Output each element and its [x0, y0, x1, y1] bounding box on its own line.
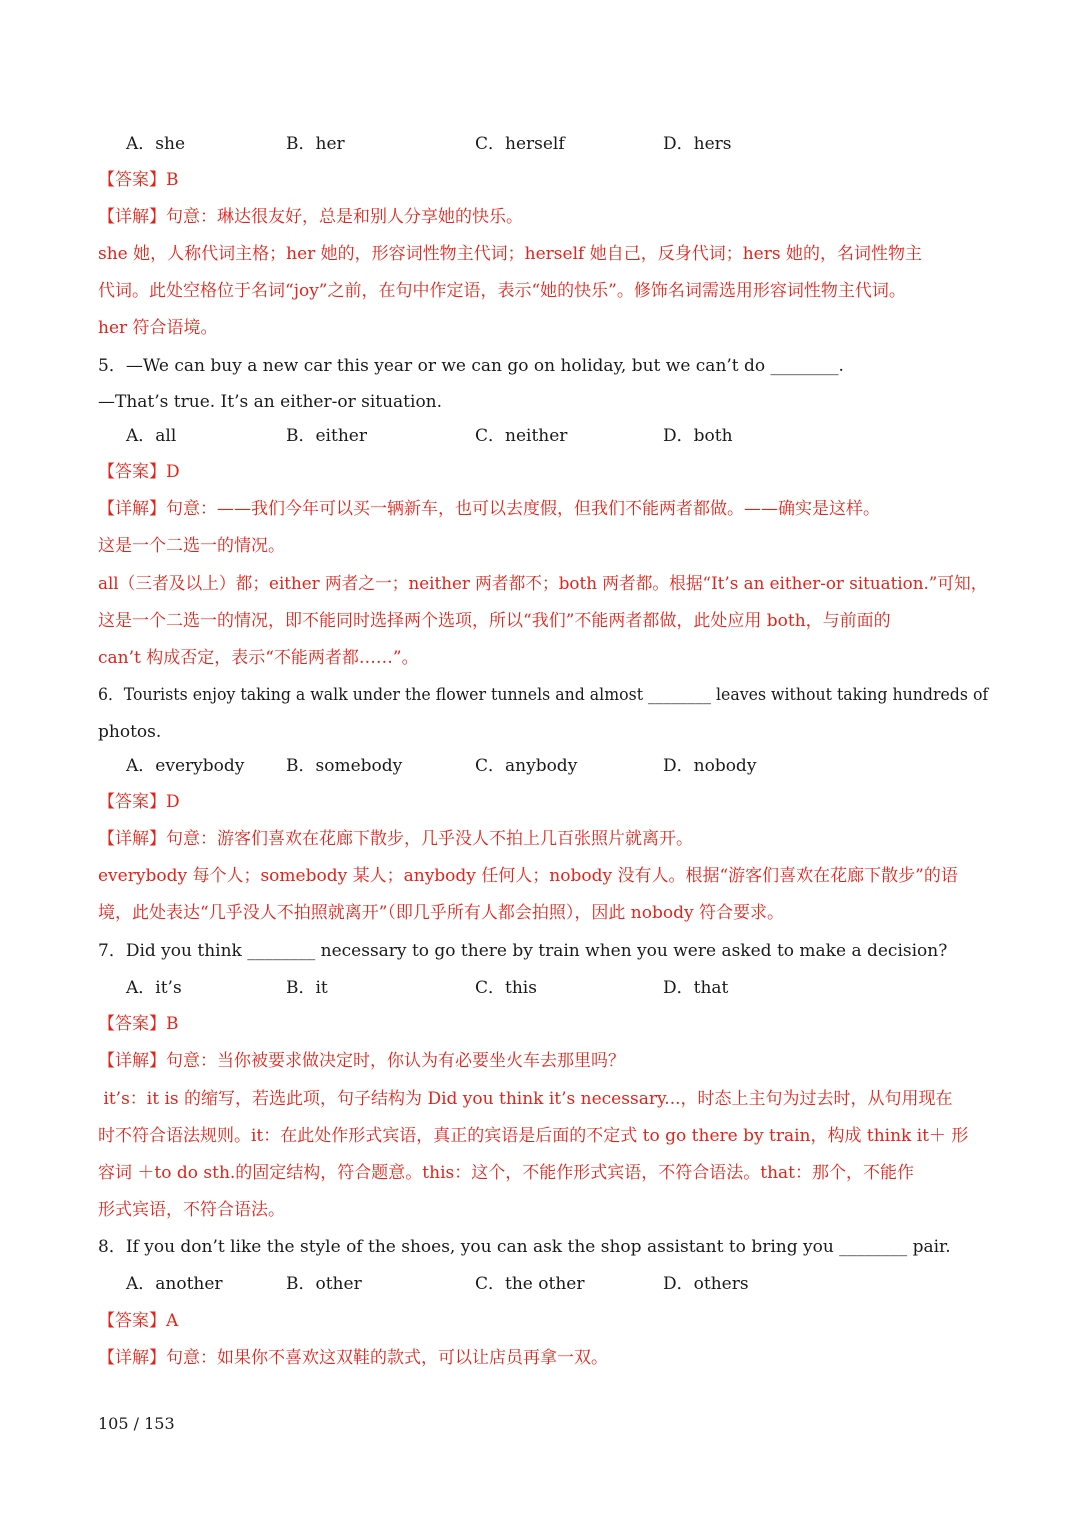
- q6-option-a: A．everybody: [126, 756, 245, 776]
- q5-answer: 【答案】D: [98, 462, 180, 482]
- q7-explain-line: 时不符合语法规则。it：在此处作形式宾语，真正的宾语是后面的不定式 to go there by train，构成 think it＋ 形: [98, 1126, 969, 1146]
- q8-stem: 8．If you don’t like the style of the shoes, you can ask the shop assistant to bring you ________ pair.: [98, 1237, 951, 1257]
- q8-options: [126, 1272, 986, 1296]
- q7-explain-title: 【详解】句意：当你被要求做决定时，你认为有必要坐火车去那里吗？: [98, 1051, 625, 1071]
- q5-explain-line: 这是一个二选一的情况，即不能同时选择两个选项，所以“我们”不能两者都做，此处应用 both，与前面的: [98, 611, 891, 631]
- q4-option-d: D．hers: [663, 134, 732, 154]
- page-number: 105 / 153: [98, 1414, 175, 1433]
- q8-option-c: C．the other: [475, 1274, 585, 1294]
- q4-option-c: C．herself: [475, 134, 565, 154]
- q5-option-a: A．all: [126, 426, 177, 446]
- q5-option-d: D．both: [663, 426, 733, 446]
- q7-option-a: A．it’s: [126, 978, 182, 998]
- q6-explain-line: 境，此处表达“几乎没人不拍照就离开”（即几乎所有人都会拍照），因此 nobody 符合要求。: [98, 903, 784, 923]
- q4-explain-line: she 她，人称代词主格；her 她的，形容词性物主代词；herself 她自己，反身代词；hers 她的，名词性物主: [98, 244, 922, 264]
- q7-option-b: B．it: [286, 978, 328, 998]
- q4-option-b: B．her: [286, 134, 345, 154]
- q6-explain-line: everybody 每个人；somebody 某人；anybody 任何人；nobody 没有人。根据“游客们喜欢在花廊下散步”的语: [98, 866, 958, 886]
- q5-option-b: B．either: [286, 426, 367, 446]
- q6-stem: 6．Tourists enjoy taking a walk under the flower tunnels and almost ________ leaves without taking hundreds of: [98, 685, 989, 705]
- q7-explain-line: it’s：it is 的缩写，若选此项，句子结构为 Did you think it’s necessary...，时态上主句为过去时，从句用现在: [98, 1089, 953, 1109]
- q5-explain-title: 【详解】句意：——我们今年可以买一辆新车，也可以去度假，但我们不能两者都做。——确实是这样。: [98, 499, 880, 519]
- q6-option-b: B．somebody: [286, 756, 403, 776]
- q7-answer: 【答案】B: [98, 1014, 179, 1034]
- q6-option-c: C．anybody: [475, 756, 578, 776]
- q6-options: [126, 754, 986, 778]
- q7-options: [126, 976, 986, 1000]
- q7-stem: 7．Did you think ________ necessary to go there by train when you were asked to make a decision?: [98, 941, 948, 961]
- q8-option-a: A．another: [126, 1274, 223, 1294]
- q5-stem-reply: —That’s true. It’s an either-or situation.: [98, 392, 443, 412]
- q5-stem: 5．—We can buy a new car this year or we can go on holiday, but we can’t do ________.: [98, 356, 844, 376]
- q4-explain-line: her 符合语境。: [98, 318, 218, 338]
- q7-explain-line: 容词 ＋to do sth.的固定结构，符合题意。this：这个，不能作形式宾语，不符合语法。that：那个，不能作: [98, 1163, 914, 1183]
- q4-explain-title: 【详解】句意：琳达很友好，总是和别人分享她的快乐。: [98, 207, 523, 227]
- q7-option-c: C．this: [475, 978, 537, 998]
- q8-answer: 【答案】A: [98, 1311, 179, 1331]
- q6-answer: 【答案】D: [98, 792, 180, 812]
- q4-options: [126, 132, 986, 156]
- q5-options: [126, 424, 986, 448]
- q4-explain-line: 代词。此处空格位于名词“joy”之前，在句中作定语，表示“她的快乐”。修饰名词需选用形容词性物主代词。: [98, 281, 906, 301]
- q7-option-d: D．that: [663, 978, 729, 998]
- q8-explain-title: 【详解】句意：如果你不喜欢这双鞋的款式，可以让店员再拿一双。: [98, 1348, 608, 1368]
- q4-answer: 【答案】B: [98, 170, 179, 190]
- q6-stem-cont: photos.: [98, 722, 162, 742]
- q6-explain-title: 【详解】句意：游客们喜欢在花廊下散步，几乎没人不拍上几百张照片就离开。: [98, 829, 693, 849]
- q8-option-b: B．other: [286, 1274, 362, 1294]
- q4-option-a: A．she: [126, 134, 186, 154]
- q5-explain-title-cont: 这是一个二选一的情况。: [98, 536, 285, 556]
- q6-option-d: D．nobody: [663, 756, 757, 776]
- q7-explain-line: 形式宾语，不符合语法。: [98, 1200, 285, 1220]
- q8-option-d: D．others: [663, 1274, 749, 1294]
- q5-explain-line: all（三者及以上）都；either 两者之一；neither 两者都不；both 两者都。根据“It’s an either-or situation.”可知，: [98, 574, 988, 594]
- q5-explain-line: can’t 构成否定，表示“不能两者都……”。: [98, 648, 419, 668]
- q5-option-c: C．neither: [475, 426, 568, 446]
